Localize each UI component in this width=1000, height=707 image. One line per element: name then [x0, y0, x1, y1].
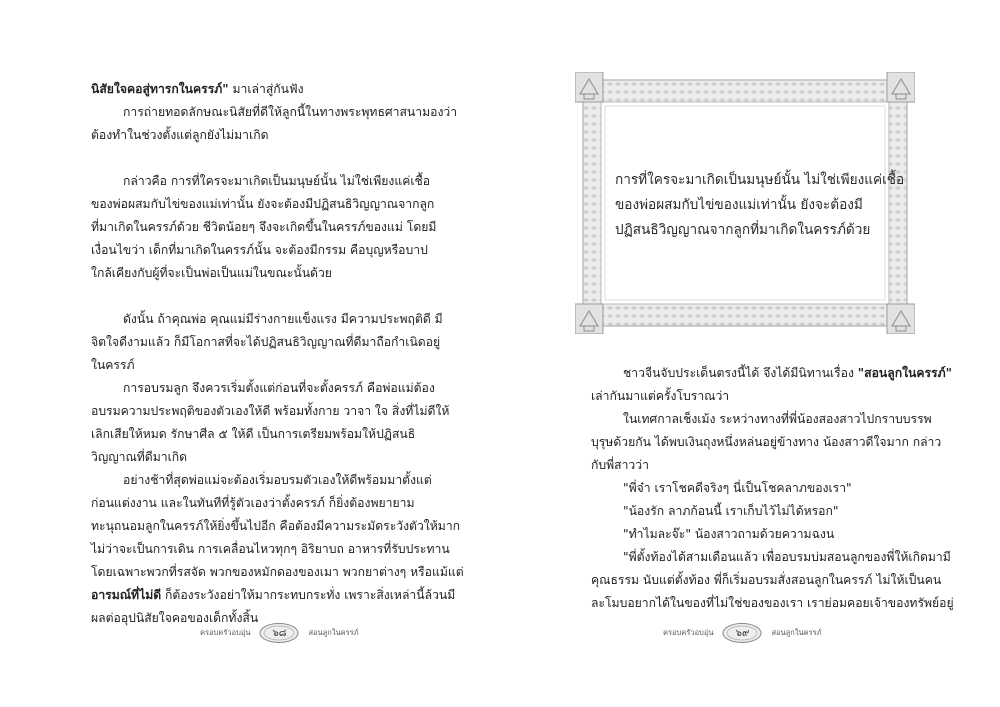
body-text: "พี่จ๋า เราโชคดีจริงๆ นี่เป็นโชคลาภของเรา" [623, 481, 852, 495]
body-text: ชาวจีนจับประเด็นตรงนี้ได้ จึงได้มีนิทานเรื่อง [623, 366, 858, 380]
body-text: ละโมบอยากได้ในของที่ไม่ใช่ของของเรา เราย่อมคอยเจ้าของทรัพย์อยู่ [591, 596, 954, 610]
text-line [91, 193, 435, 216]
body-text: "พี่ตั้งท้องได้สามเดือนแล้ว เพื่ออบรมบ่มสอนลูกของพี่ให้เกิดมามี [623, 550, 951, 564]
paragraph-gap [91, 147, 421, 170]
body-text: ก็ต้องระวังอย่าให้มากระทบกระทั่ง เพราะสิ่งเหล่านี้ล้วนมี [161, 588, 456, 602]
body-text: อย่างช้าที่สุดพ่อแม่จะต้องเริ่มอบรมตัวเองให้ดีพร้อมมาตั้งแต่ [123, 473, 432, 487]
text-line [591, 385, 921, 408]
page-number-badge [721, 622, 763, 644]
text-line [91, 239, 428, 262]
text-line [591, 431, 942, 454]
body-text: กับพี่สาวว่า [591, 458, 649, 472]
text-line [91, 492, 421, 515]
body-text: ต้องทำในช่วงตั้งแต่ลูกยังไม่มาเกิด [91, 128, 269, 142]
text-line [91, 262, 421, 285]
body-text: ใกล้เคียงกับผู้ที่จะเป็นพ่อเป็นแม่ในขณะนั้นด้วย [91, 266, 332, 280]
text-line [591, 500, 921, 523]
text-line [591, 477, 921, 500]
text-line [591, 454, 921, 477]
text-line [591, 592, 954, 615]
body-text: โดยเฉพาะพวกที่รสจัด พวกของหมักดองของเมา พวกยาต่างๆ หรือแม้แต่ [91, 565, 464, 579]
paragraph-gap [91, 285, 421, 308]
text-line [91, 423, 421, 446]
text-line [91, 124, 421, 147]
text-line [91, 561, 464, 584]
body-text: "ทำไมละจ๊ะ" น้องสาวถามด้วยความฉงน [623, 527, 835, 541]
body-text: เงื่อนไขว่า เด็กที่มาเกิดในครรภ์นั้น จะต้องมีกรรม คือบุญหรือบาป [91, 243, 428, 257]
frame-quote-line: ปฏิสนธิวิญญาณจากลูกที่มาเกิดในครรภ์ด้วย [615, 222, 871, 238]
body-text: เล่ากันมาแต่ครั้งโบราณว่า [591, 389, 730, 403]
body-text: เลิกเสียให้หมด รักษาศีล ๕ ให้ดี เป็นการเตรียมพร้อมให้ปฏิสนธิ [91, 427, 416, 441]
page-number: ๖๘ [272, 627, 287, 639]
text-line [91, 78, 421, 101]
body-text: วิญญาณที่ดีมาเกิด [91, 450, 188, 464]
body-text: จิตใจดีงามแล้ว ก็มีโอกาสที่จะได้ปฏิสนธิวิญญาณที่ดีมาถือกำเนิดอยู่ [91, 335, 441, 349]
body-text: ของพ่อผสมกับไข่ของแม่เท่านั้น ยังจะต้องมีปฏิสนธิวิญญาณจากลูก [91, 197, 435, 211]
body-text: มาเล่าสู่กันฟัง [228, 82, 304, 96]
right-page-body [591, 362, 954, 615]
text-line [591, 408, 932, 431]
body-text: ที่มาเกิดในครรภ์ด้วย ชีวิตน้อยๆ จึงจะเกิดขึ้นในครรภ์ของแม่ โดยมี [91, 220, 437, 234]
frame-quote-line: ของพ่อผสมกับไข่ของแม่เท่านั้น ยังจะต้องมี [615, 197, 863, 213]
text-line [91, 469, 432, 492]
text-line [91, 170, 431, 193]
text-line [591, 569, 942, 592]
footer-book-title: ครอบครัวอบอุ่น [200, 628, 251, 637]
body-text: คุณธรรม นับแต่ตั้งท้อง พี่ก็เริ่มอบรมสั่งสอนลูกในครรภ์ ไม่ให้เป็นคน [591, 573, 942, 587]
text-line [91, 216, 437, 239]
text-line [91, 446, 421, 469]
body-text: ผลต่ออุปนิสัยใจคอของเด็กทั้งสิ้น [91, 611, 259, 625]
frame-quote-line: การที่ใครจะมาเกิดเป็นมนุษย์นั้น ไม่ใช่เพียงแค่เชื้อ [615, 172, 905, 188]
text-line [91, 331, 441, 354]
footer-chapter-title: สอนลูกในครรภ์ [308, 628, 359, 637]
right-page-footer [663, 618, 822, 648]
footer-book-title: ครอบครัวอบอุ่น [663, 628, 714, 637]
text-line [91, 538, 450, 561]
body-text: ดังนั้น ถ้าคุณพ่อ คุณแม่มีร่างกายแข็งแรง มีความประพฤติดี มี [123, 312, 443, 326]
text-line [91, 101, 458, 124]
body-text: "น้องรัก ลาภก้อนนี้ เราเก็บไว้ไม่ได้หรอก" [623, 504, 839, 518]
body-text: ทะนุถนอมลูกในครรภ์ให้ยิ่งขึ้นไปอีก คือต้องมีความระมัดระวังตัวให้มาก [91, 519, 461, 533]
text-line [591, 523, 921, 546]
text-line [91, 400, 450, 423]
frame-quote [615, 168, 915, 243]
footer-chapter-title: สอนลูกในครรภ์ [771, 628, 822, 637]
body-text: ในเทศกาลเช็งเม้ง ระหว่างทางที่พี่น้องสองสาวไปกราบบรรพ [623, 412, 932, 426]
body-text: การอบรมลูก จึงควรเริ่มตั้งแต่ก่อนที่จะตั้งครรภ์ คือพ่อแม่ต้อง [123, 381, 435, 395]
left-page-footer [200, 618, 359, 648]
body-text: กล่าวคือ การที่ใครจะมาเกิดเป็นมนุษย์นั้น ไม่ใช่เพียงแค่เชื้อ [123, 174, 431, 188]
body-text: ในครรภ์ [91, 358, 135, 372]
body-text: ไม่ว่าจะเป็นการเดิน การเคลื่อนไหวทุกๆ อิริยาบถ อาหารที่รับประทาน [91, 542, 450, 556]
body-text: การถ่ายทอดลักษณะนิสัยที่ดีให้ลูกนี้ในทางพระพุทธศาสนามองว่า [123, 105, 458, 119]
text-line [91, 308, 443, 331]
emphasis-text: "สอนลูกในครรภ์" [857, 366, 952, 380]
page-number-badge [258, 622, 300, 644]
page-number: ๖๙ [735, 627, 750, 639]
emphasis-text: อารมณ์ที่ไม่ดี [91, 588, 162, 602]
text-line [91, 377, 435, 400]
text-line [91, 515, 461, 538]
body-text: บุรุษด้วยกัน ได้พบเงินถุงหนึ่งหล่นอยู่ข้างทาง น้องสาวดีใจมาก กล่าว [591, 435, 942, 449]
text-line [591, 546, 951, 569]
text-line [91, 584, 456, 607]
body-text: อบรมความประพฤติของตัวเองให้ดี พร้อมทั้งกาย วาจา ใจ สิ่งที่ไม่ดีให้ [91, 404, 450, 418]
body-text: ก่อนแต่งงาน และในทันทีที่รู้ตัวเองว่าตั้งครรภ์ ก็ยิ่งต้องพยายาม [91, 496, 415, 510]
emphasis-text: นิสัยใจคอสู่ทารกในครรภ์" [91, 82, 229, 96]
text-line [91, 354, 421, 377]
left-page-body [91, 78, 464, 630]
text-line [591, 362, 952, 385]
right-page [500, 0, 1000, 707]
